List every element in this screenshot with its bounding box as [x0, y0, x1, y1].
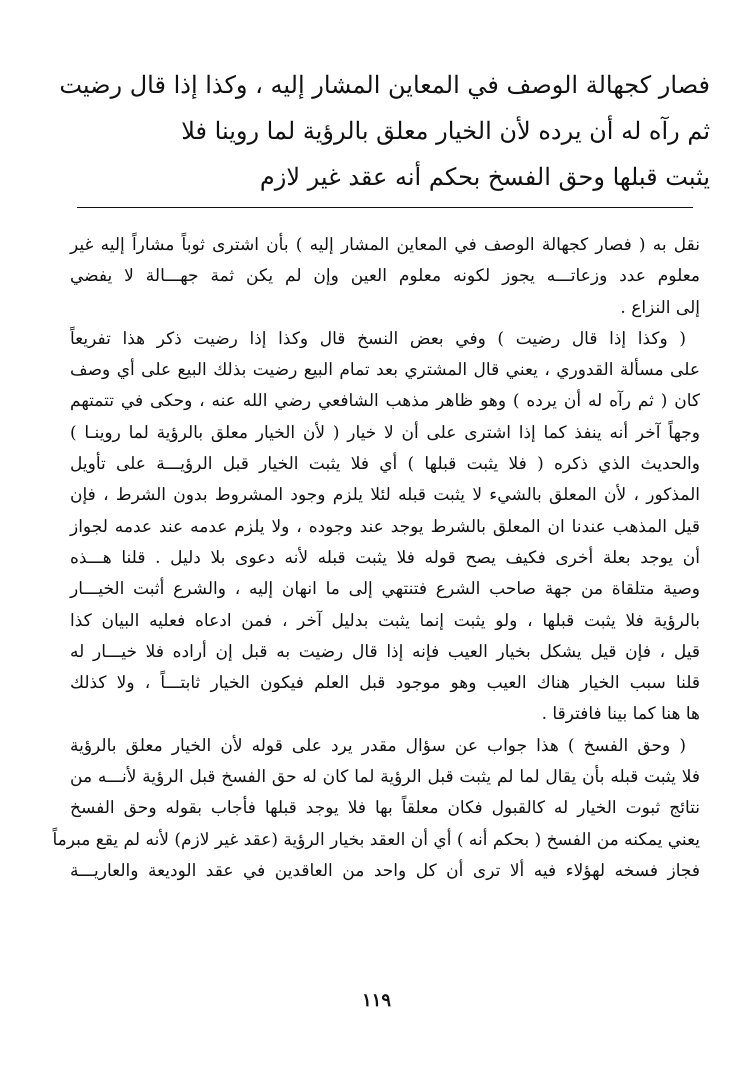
commentary-line: يعني يمكنه من الفسخ ( بحكم أنه ) أي أن العقد بخيار الرؤية (عقد غير لازم) لأنه لم يقع مبرماً: [52, 829, 700, 850]
page-number: ١١٩: [361, 990, 391, 1011]
separator-rule: [77, 207, 693, 208]
commentary-line: ( وحق الفسخ ) هذا جواب عن سؤال مقدر يرد على قوله لأن الخيار معلق بالرؤية: [70, 735, 686, 756]
main-text-line: ثم رآه له أن يرده لأن الخيار معلق بالرؤية لما روينا فلا: [181, 117, 710, 145]
commentary-line: نقل به ( فصار كجهالة الوصف في المعاين المشار إليه ) بأن اشترى ثوباً مشاراً إليه غير: [70, 235, 700, 255]
commentary-line: كان ( ثم رآه له أن يرده ) وهو ظاهر مذهب الشافعي رضي الله عنه ، وحكى في تتمتهم: [70, 391, 700, 412]
commentary-line: وصية متلقاة من جهة صاحب الشرع فتنتهي إلى ما انهان إليه ، والشرع أثبت الخيـــار: [70, 579, 700, 600]
commentary-paragraph: [70, 324, 700, 731]
commentary-line: إلى النزاع .: [620, 297, 700, 318]
commentary-line: قيل المذهب عندنا ان المعلق بالشرط يوجد عند وجوده ، ولا يلزم عدمه عند عدمه لجواز: [70, 516, 700, 537]
commentary-line: قيل ، فإن قيل يشكل بخيار العيب فإنه إذا قال رضيت به قبل إن أراده فلا خيـــار له: [70, 641, 700, 662]
commentary-line: ( وكذا إذا قال رضيت ) وفي بعض النسخ قال وكذا إذا رضيت ذكر هذا تفريعاً: [70, 328, 686, 349]
commentary-block: [52, 230, 700, 887]
commentary-line: معلوم عدد وزعاتـــه يجوز لكونه معلوم العين وإن لم يكن ثمة جهـــالة لا يفضي: [70, 266, 700, 287]
commentary-line: قلنا سبب الخيار هناك العيب وهو موجود قبل العلم فيكون الخيار ثابتـــاً ، ولا كذلك: [70, 673, 700, 694]
commentary-line: فجاز فسخه لهؤلاء فيه ألا ترى أن كل واحد من العاقدين في عقد الوديعة والعاريـــة: [70, 860, 700, 881]
main-text-line: يثبت قبلها وحق الفسخ بحكم أنه عقد غير لازم: [259, 163, 710, 191]
commentary-line: بالرؤية فلا يثبت قبلها ، ولو يثبت إنما يثبت بدليل آخر ، فمن ادعاه فعليه البيان كذا: [70, 610, 700, 631]
main-text-block: [59, 62, 710, 200]
commentary-line: ها هنا كما بينا فافترقا .: [541, 704, 700, 725]
commentary-line: فلا يثبت قبله بأن يقال لما لم يثبت قبل الرؤية لما كان له حق الفسخ قبل الرؤية لأنـــه من: [70, 767, 700, 788]
commentary-paragraph: [52, 731, 700, 887]
commentary-line: وجهاً آخر أنه ينفذ كما إذا اشترى على أن لا خيار ( لأن الخيار معلق بالرؤية لما روينـا ): [70, 422, 700, 443]
commentary-line: على مسألة القدوري ، يعني قال المشتري بعد تمام البيع رضيت بذلك البيع على أي وصف: [70, 360, 700, 381]
main-text-line: فصار كجهالة الوصف في المعاين المشار إليه ، وكذا إذا قال رضيت: [59, 71, 710, 99]
commentary-paragraph: [70, 230, 700, 324]
commentary-line: والحديث الذي ذكره ( فلا يثبت قبلها ) أي فلا يثبت الخيار قبل الرؤيـــة على تأويل: [70, 454, 700, 475]
commentary-line: المذكور ، لأن المعلق بالشيء لا يثبت قبله لئلا يلزم وجود المشروط بدون الشرط ، فإن: [70, 485, 700, 506]
commentary-line: أن يوجد بعلة أخرى فكيف يصح قوله فلا يثبت قبله لأنه دعوى بلا دليل . قلنا هـــذه: [70, 547, 700, 568]
commentary-line: نتائج ثبوت الخيار له كالقبول فكان معلقاً بها فلا يوجد قبلها فأجاب بقوله وحق الفسخ: [70, 798, 700, 819]
